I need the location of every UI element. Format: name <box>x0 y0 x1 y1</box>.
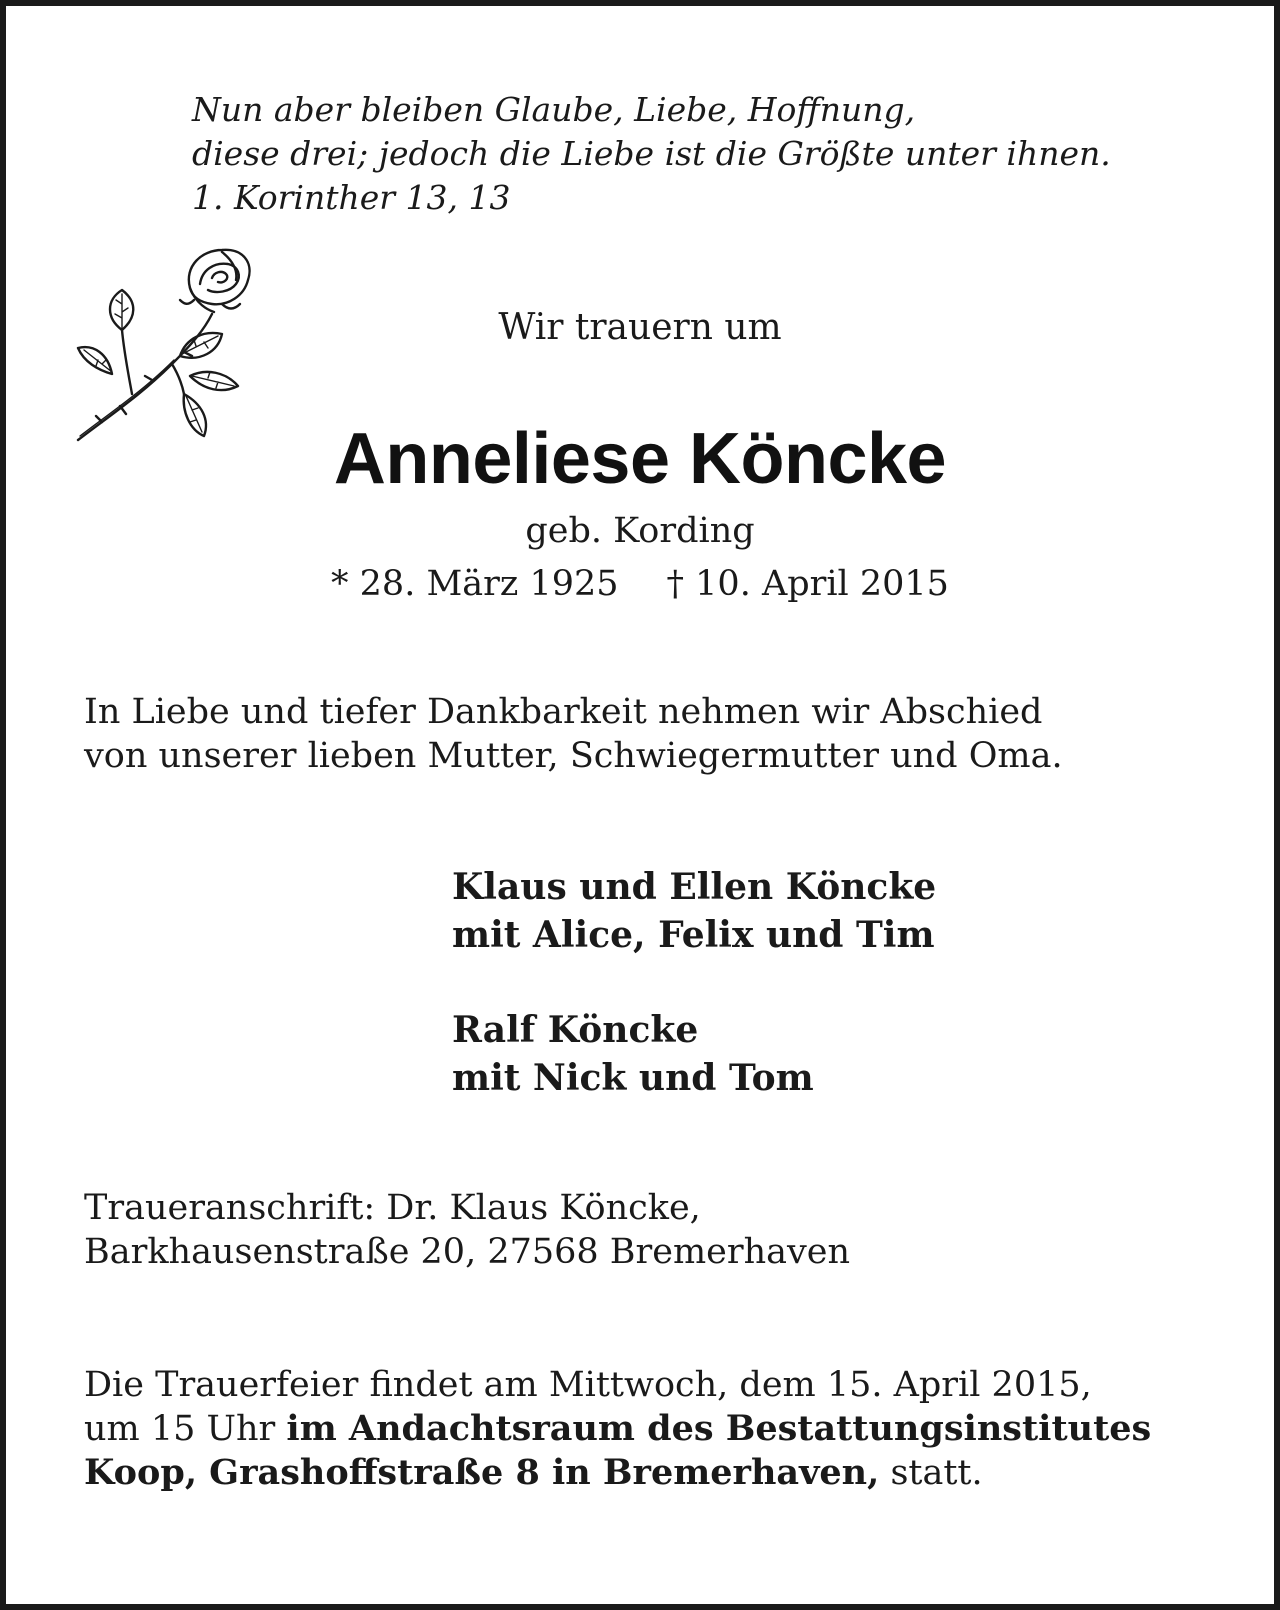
bible-verse <box>192 88 1111 220</box>
mourning-address <box>84 1186 850 1274</box>
deceased-name: Anneliese Köncke <box>333 419 947 499</box>
verse-reference: 1. Korinther 13, 13 <box>192 178 511 217</box>
family-line: Ralf Köncke <box>452 1009 699 1051</box>
ceremony-closing: statt. <box>879 1453 983 1493</box>
ceremony-venue: im Andachtsraum des Bestattungsinstitutes <box>286 1408 1152 1449</box>
family-line: Klaus und Ellen Köncke <box>452 866 937 908</box>
death-date: † 10. April 2015 <box>666 564 949 604</box>
farewell-line: In Liebe und tiefer Dankbarkeit nehmen wir Abschied <box>84 692 1043 732</box>
life-dates <box>6 562 1274 606</box>
ceremony-notice <box>84 1363 1151 1495</box>
address-line: Barkhausenstraße 20, 27568 Bremerhaven <box>84 1232 851 1272</box>
verse-line: Nun aber bleiben Glaube, Liebe, Hoffnung, <box>192 90 916 129</box>
family-group <box>452 863 936 959</box>
family-line: mit Alice, Felix und Tim <box>452 914 935 956</box>
farewell-line: von unserer lieben Mutter, Schwiegermutter und Oma. <box>84 736 1063 776</box>
farewell-text <box>84 690 1063 778</box>
family-group <box>452 1006 814 1102</box>
ceremony-line <box>84 1451 1151 1495</box>
birth-name: geb. Kording <box>525 511 755 551</box>
ceremony-line: Die Trauerfeier findet am Mittwoch, dem 15. April 2015, <box>84 1365 1092 1405</box>
verse-line: diese drei; jedoch die Liebe ist die Größte unter ihnen. <box>192 134 1111 173</box>
ceremony-line <box>84 1407 1151 1451</box>
family-line: mit Nick und Tom <box>452 1057 814 1099</box>
mourning-intro: Wir trauern um <box>498 307 782 348</box>
ceremony-time: um 15 Uhr <box>84 1409 287 1449</box>
birth-date: * 28. März 1925 <box>331 564 619 604</box>
ceremony-venue-address: Koop, Grashoffstraße 8 in Bremerhaven, <box>84 1452 880 1493</box>
address-line: Traueranschrift: Dr. Klaus Köncke, <box>84 1188 701 1228</box>
